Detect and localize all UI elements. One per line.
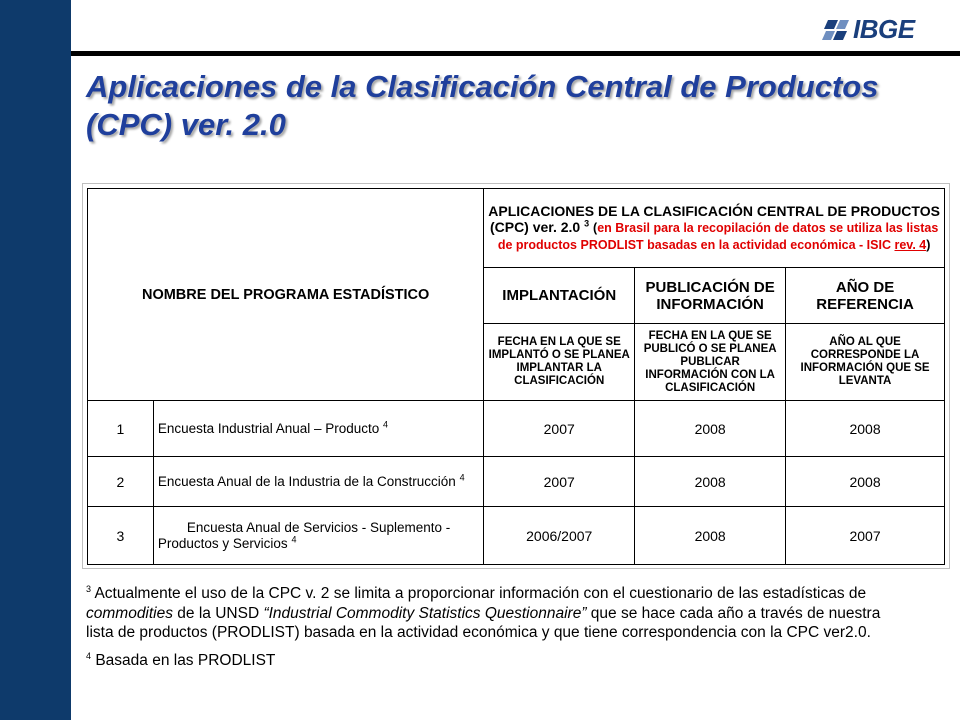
brazil-note-close: ) [926, 238, 931, 252]
footnote-3-text-a: Actualmente el uso de la CPC v. 2 se limita a proporcionar información con el cuestionario de las estadísticas de [94, 585, 867, 602]
program-name [153, 401, 483, 457]
program-name [153, 507, 483, 565]
footnote-3 [86, 584, 906, 643]
col-subheader-publicacion: FECHA EN LA QUE SE PUBLICÓ O SE PLANEA PUBLICAR INFORMACIÓN CON LA CLASIFICACIÓN [635, 324, 786, 401]
publicacion-value: 2008 [635, 457, 786, 507]
footnote-ref-4: 4 [291, 534, 297, 544]
isic-rev4-link[interactable]: rev. 4 [894, 238, 927, 252]
footnotes [86, 584, 906, 678]
col-subheader-referencia: AÑO AL QUE CORRESPONDE LA INFORMACIÓN QUE SE LEVANTA [786, 324, 945, 401]
publicacion-value: 2008 [635, 507, 786, 565]
implantacion-value: 2007 [484, 457, 635, 507]
row-number: 1 [88, 401, 154, 457]
cpc-applications-header [484, 189, 945, 268]
col-header-publicacion: PUBLICACIÓN DE INFORMACIÓN [635, 268, 786, 324]
program-name-text: Encuesta Industrial Anual – Producto [157, 420, 380, 436]
implantacion-value: 2006/2007 [484, 507, 635, 565]
row-number: 3 [88, 507, 154, 565]
table-row [88, 401, 945, 457]
footnote-3-commodities: commodities [86, 604, 173, 622]
col-header-implantacion: IMPLANTACIÓN [484, 268, 635, 324]
table-row [88, 507, 945, 565]
program-name-text: Encuesta Anual de Servicios - Suplemento - Productos y Servicios [157, 519, 451, 551]
ibge-logo-text: IBGE [853, 14, 915, 44]
footnote-ref-3: 3 [584, 218, 590, 229]
table-frame [82, 183, 950, 569]
slide-title: Aplicaciones de la Clasificación Central de Productos (CPC) ver. 2.0 [86, 69, 879, 142]
implantacion-value: 2007 [484, 401, 635, 457]
referencia-value: 2008 [786, 401, 945, 457]
cpc-applications-header-text: APLICACIONES DE LA CLASIFICACIÓN CENTRAL DE PRODUCTOS (CPC) ver. 2.0 [488, 203, 940, 235]
col-subheader-implantacion: FECHA EN LA QUE SE IMPLANTÓ O SE PLANEA IMPLANTAR LA CLASIFICACIÓN [484, 324, 635, 401]
ibge-logo [822, 14, 915, 45]
ibge-logo-icon [822, 18, 850, 42]
footnote-ref-4: 4 [459, 472, 465, 482]
program-name-header: NOMBRE DEL PROGRAMA ESTADÍSTICO [88, 189, 484, 401]
left-sidebar-band [0, 0, 71, 720]
footnote-3-questionnaire: “Industrial Commodity Statistics Questionnaire” [263, 604, 587, 622]
cpc-applications-table [87, 188, 945, 565]
footnote-3-text-c: que se hace cada año a través de nuestra lista de productos (PRODLIST) basada en la actividad económica y que tiene correspondencia con la CPC ver2.0. [86, 604, 881, 641]
brazil-note-open: ( [593, 221, 598, 235]
program-name-text: Encuesta Anual de la Industria de la Construcción [157, 473, 456, 489]
header-rule [71, 51, 960, 56]
footnote-ref-4: 4 [383, 419, 389, 429]
footnote-4 [86, 651, 906, 671]
table-row [88, 457, 945, 507]
referencia-value: 2007 [786, 507, 945, 565]
program-name [153, 457, 483, 507]
footnote-4-marker: 4 [86, 650, 92, 661]
row-number: 2 [88, 457, 154, 507]
publicacion-value: 2008 [635, 401, 786, 457]
footnote-4-text: Basada en las PRODLIST [91, 651, 276, 669]
footnote-3-text-b: de la UNSD [173, 604, 264, 622]
brazil-note-text: en Brasil para la recopilación de datos se utiliza las listas de productos PRODLIST basadas en la actividad económica - ISIC [497, 221, 939, 252]
footnote-3-marker: 3 [86, 583, 92, 594]
col-header-referencia: AÑO DE REFERENCIA [786, 268, 945, 324]
referencia-value: 2008 [786, 457, 945, 507]
